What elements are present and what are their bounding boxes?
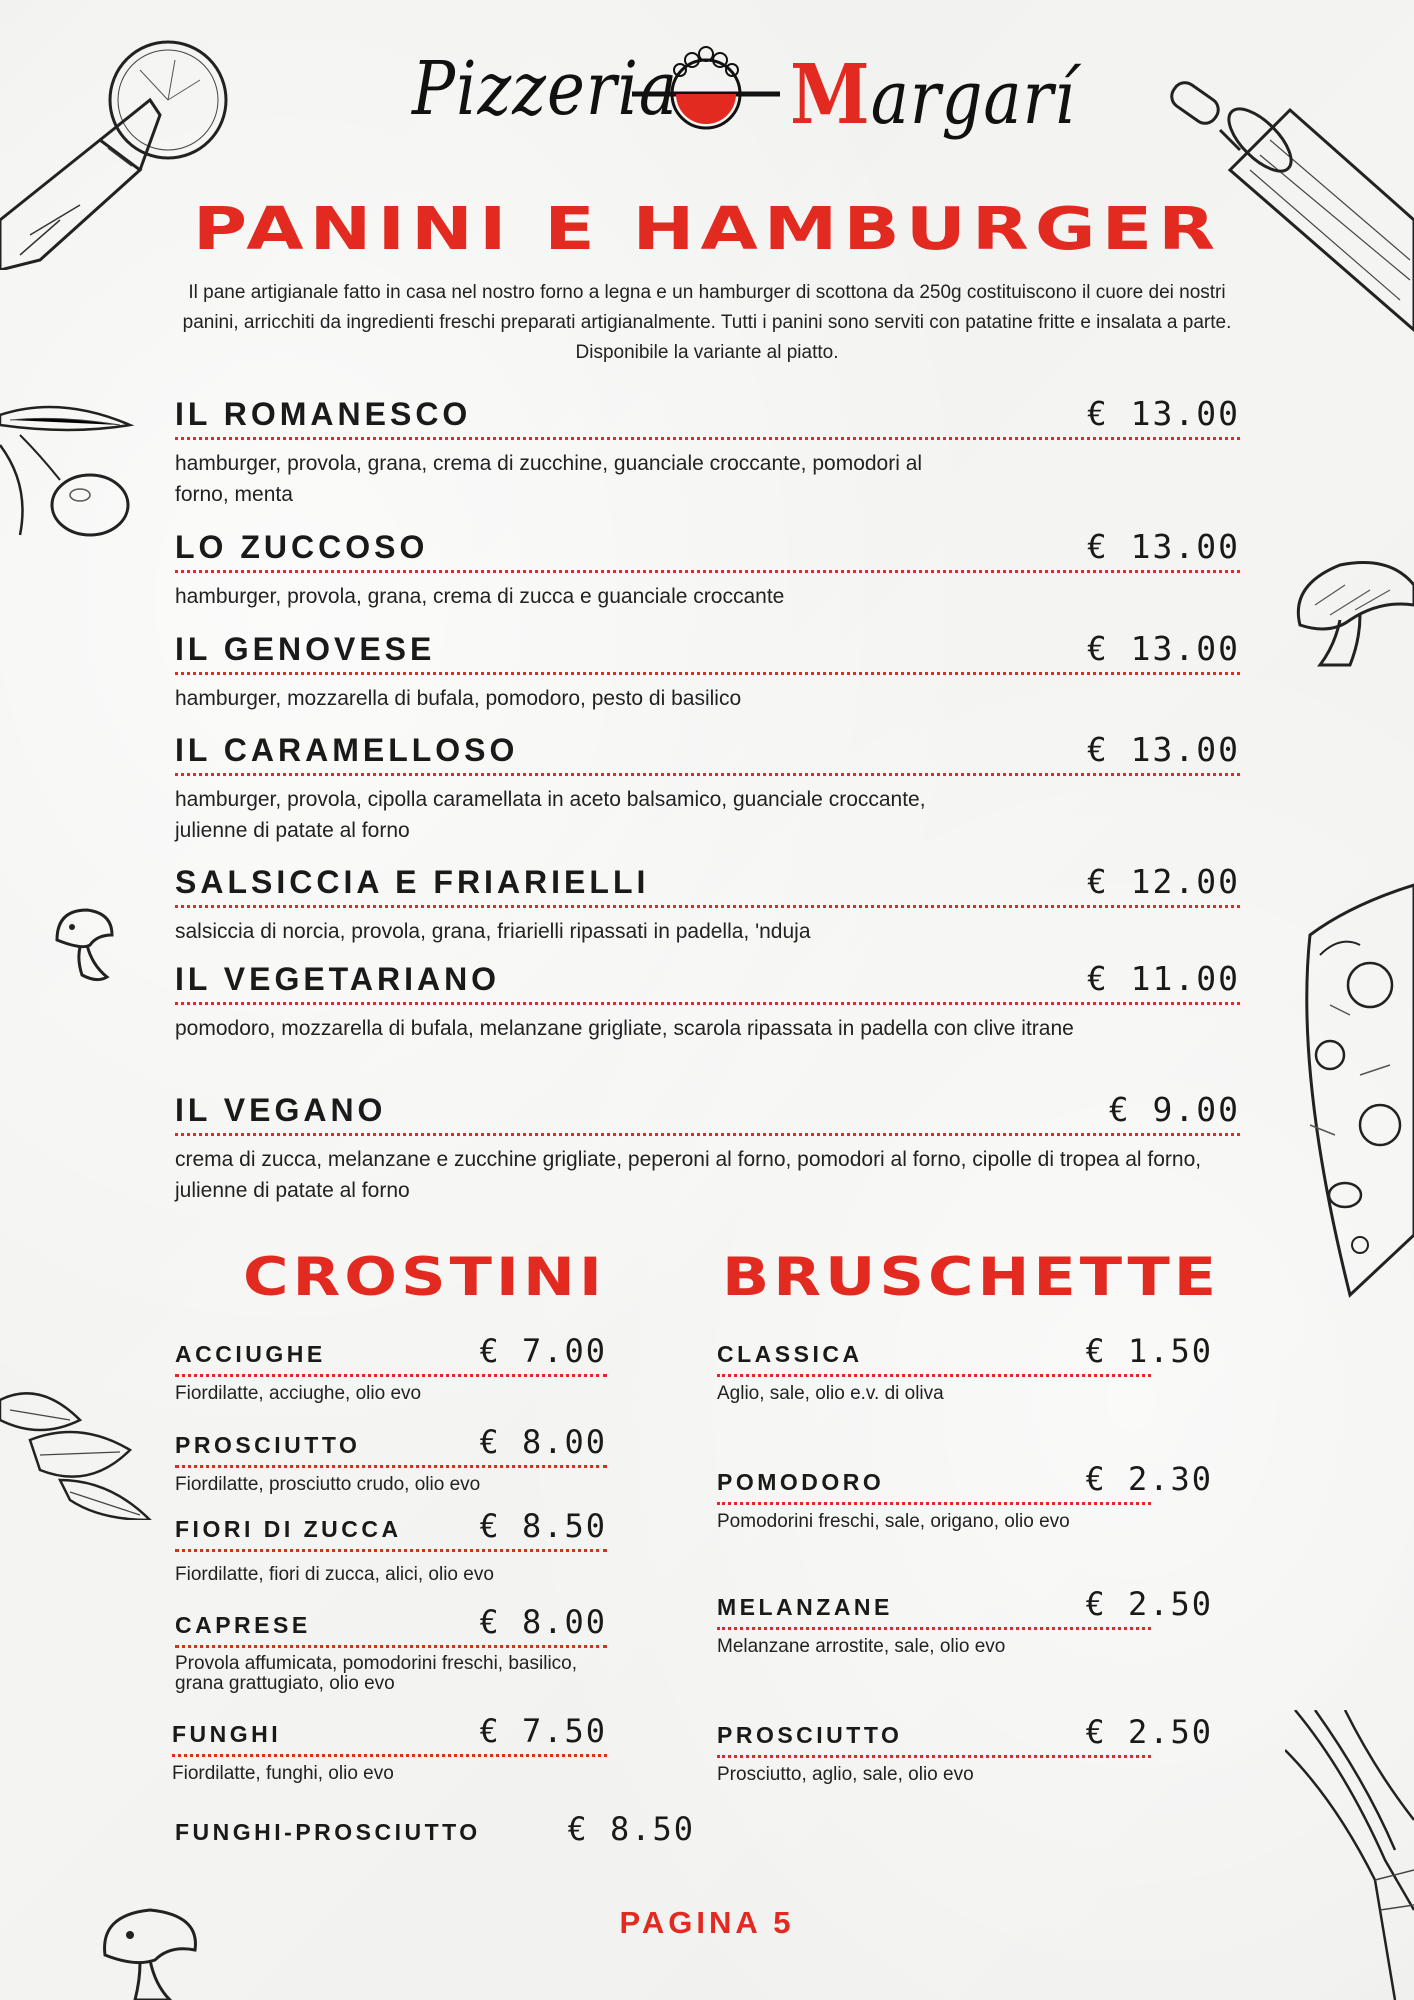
item-price: € 13.00 [1086,527,1240,566]
item-price: € 8.00 [479,1423,607,1461]
item-price: € 7.00 [479,1332,607,1370]
item-description: Provola affumicata, pomodorini freschi, basilico, grana grattugiato, olio evo [175,1653,578,1694]
item-description: Fiordilatte, funghi, olio evo [172,1763,394,1784]
item-name: FUNGHI [172,1721,282,1747]
item-price: € 1.50 [1085,1332,1213,1370]
item-price: € 11.00 [1086,959,1240,998]
item-name: LO ZUCCOSO [175,529,429,565]
item-name: IL VEGANO [175,1092,387,1128]
item-price: € 13.00 [1086,629,1240,668]
item-price: € 12.00 [1086,862,1240,901]
item-description: Melanzane arrostite, sale, olio evo [717,1636,1006,1657]
item-description: hamburger, mozzarella di bufala, pomodoro, pesto di basilico [175,687,742,710]
crostini-item [175,1603,607,1694]
bruschette-title: BRUSCHETTE [722,1245,1221,1308]
item-price: € 7.50 [479,1712,607,1750]
item-description: salsiccia di norcia, provola, grana, friarielli ripassati in padella, 'nduja [175,920,811,943]
olive-branch-icon [0,395,135,545]
item-price: € 13.00 [1086,730,1240,769]
menu-item [175,1090,1240,1206]
item-price: € 8.50 [567,1810,695,1848]
item-name: IL CARAMELLOSO [175,732,519,768]
mushroom-icon [1280,545,1414,675]
crostini-item [175,1423,607,1496]
leek-icon [1285,1710,1414,2000]
item-name: CLASSICA [717,1341,863,1367]
item-description: hamburger, provola, grana, crema di zucca e guanciale croccante [175,585,785,608]
item-name: PROSCIUTTO [175,1432,361,1458]
item-description: hamburger, provola, cipolla caramellata in aceto balsamico, guanciale croccante, julienne di patate al forno [175,788,926,842]
bruschette-item [717,1460,1213,1533]
item-name: PROSCIUTTO [717,1722,903,1748]
item-name: MELANZANE [717,1594,893,1620]
menu-item [175,527,1240,612]
item-name: SALSICCIA E FRIARIELLI [175,864,650,900]
mushroom-icon [52,905,116,983]
pizza-slice-icon [1290,875,1414,1305]
item-name: FUNGHI-PROSCIUTTO [175,1819,481,1845]
item-price: € 8.50 [479,1507,607,1545]
item-description: hamburger, provola, grana, crema di zucchine, guanciale croccante, pomodori al forno, menta [175,452,923,506]
item-description: crema di zucca, melanzane e zucchine grigliate, peperoni al forno, pomodori al forno, cipolle di tropea al forno, julienne di patate al forno [175,1148,1202,1202]
bruschette-item [717,1332,1213,1405]
item-description: Fiordilatte, prosciutto crudo, olio evo [175,1474,481,1495]
item-description: pomodoro, mozzarella di bufala, melanzane grigliate, scarola ripassata in padella con clive itrane [175,1017,1074,1040]
brand-name-rest: argarí [870,56,1076,142]
item-description: Fiordilatte, acciughe, olio evo [175,1383,422,1404]
crostini-item [175,1810,695,1852]
crostini-title: CROSTINI [243,1245,606,1308]
brand-name-left: Pizzeria [412,47,679,133]
menu-item [175,394,1240,510]
item-name: IL GENOVESE [175,631,436,667]
item-name: ACCIUGHE [175,1341,326,1367]
item-price: € 2.50 [1085,1713,1213,1751]
item-price: € 2.50 [1085,1585,1213,1623]
menu-item [175,629,1240,714]
item-price: € 8.00 [479,1603,607,1641]
page-number: PAGINA 5 [619,1905,795,1940]
item-name: POMODORO [717,1469,885,1495]
item-name: IL ROMANESCO [175,396,472,432]
crostini-item [175,1507,607,1586]
item-description: Pomodorini freschi, sale, origano, olio evo [717,1511,1070,1532]
item-description: Aglio, sale, olio e.v. di oliva [717,1383,944,1404]
section-title: PANINI E HAMBURGER [192,194,1222,264]
bruschette-item [717,1585,1213,1658]
brand-name-right [790,44,1076,143]
menu-item [175,862,1240,947]
item-name: CAPRESE [175,1612,311,1638]
item-description: Fiordilatte, fiori di zucca, alici, olio evo [175,1564,494,1585]
crostini-item [172,1712,607,1785]
brand-logo [0,40,1414,150]
item-price: € 13.00 [1086,394,1240,433]
bruschette-item [717,1713,1213,1786]
menu-item [175,959,1240,1044]
item-price: € 9.00 [1108,1090,1240,1129]
brand-initial: M [790,44,871,143]
crostini-item [175,1332,607,1405]
intro-text: Il pane artigianale fatto in casa nel nostro forno a legna e un hamburger di scottona da 250g costituiscono il cuore dei nostri panini, arricchiti da ingredienti freschi preparati artigianalmente. Tutti i panini sono serviti con patatine fritte e insalata a parte. Disponibile la variante al piatto. [182,282,1232,363]
item-name: FIORI DI ZUCCA [175,1516,402,1542]
menu-item [175,730,1240,846]
pizza-peel-emblem-icon [632,42,780,132]
basil-icon [0,1380,155,1520]
item-price: € 2.30 [1085,1460,1213,1498]
item-name: IL VEGETARIANO [175,961,501,997]
item-description: Prosciutto, aglio, sale, olio evo [717,1764,974,1785]
